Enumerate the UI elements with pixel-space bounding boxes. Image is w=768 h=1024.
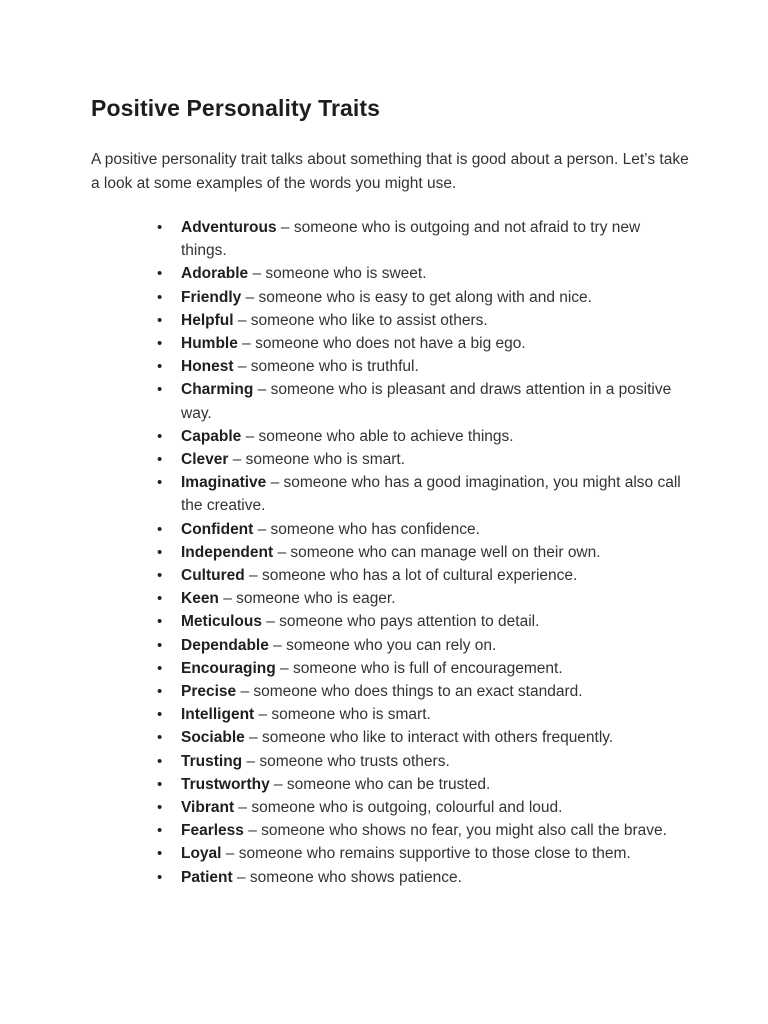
bullet-icon: •: [157, 613, 163, 631]
bullet-icon: •: [157, 311, 163, 329]
trait-description: – someone who is easy to get along with and nice.: [241, 288, 592, 306]
trait-list-item: [157, 634, 681, 657]
trait-term: Humble: [181, 335, 238, 353]
bullet-icon: •: [157, 636, 163, 654]
bullet-icon: •: [157, 567, 163, 585]
trait-term: Precise: [181, 683, 237, 701]
trait-term: Capable: [181, 427, 242, 445]
trait-list-item: [157, 750, 681, 773]
trait-list-item: [157, 448, 681, 471]
trait-list-item: [157, 842, 681, 865]
bullet-icon: •: [157, 335, 163, 353]
trait-description: – someone who able to achieve things.: [241, 427, 514, 445]
trait-term: Friendly: [181, 288, 242, 306]
bullet-icon: •: [157, 219, 163, 236]
trait-list-item: [157, 610, 681, 633]
bullet-icon: •: [157, 590, 163, 608]
trait-description: – someone who has a good imagination, you might also call the creative.: [181, 474, 681, 515]
bullet-icon: •: [157, 822, 163, 840]
trait-list-item: [157, 471, 681, 517]
trait-description: – someone who does things to an exact standard.: [236, 683, 583, 701]
trait-term: Helpful: [181, 311, 234, 329]
bullet-icon: •: [157, 752, 163, 770]
page-title: Positive Personality Traits: [91, 95, 381, 121]
trait-description: – someone who remains supportive to those close to them.: [221, 845, 631, 863]
trait-term: Vibrant: [181, 799, 235, 817]
trait-description: – someone who has confidence.: [253, 520, 480, 538]
trait-term: Sociable: [181, 729, 245, 747]
trait-term: Keen: [181, 590, 219, 608]
trait-list-item: [157, 518, 681, 541]
bullet-icon: •: [157, 868, 163, 886]
trait-list-item: [157, 286, 681, 309]
trait-list-item: [157, 309, 681, 332]
trait-term: Patient: [181, 868, 233, 886]
trait-description: – someone who like to interact with others frequently.: [244, 729, 614, 747]
bullet-icon: •: [157, 451, 163, 469]
trait-list-item: [157, 819, 681, 842]
bullet-icon: •: [157, 474, 163, 492]
trait-description: – someone who shows patience.: [232, 868, 462, 886]
trait-list-item: [157, 680, 681, 703]
trait-list-item: [157, 541, 681, 564]
trait-description: – someone who is truthful.: [233, 358, 419, 376]
trait-list-item: [157, 796, 681, 819]
bullet-icon: •: [157, 381, 163, 399]
trait-description: – someone who can be trusted.: [269, 775, 491, 793]
bullet-icon: •: [157, 706, 163, 724]
trait-list-item: [157, 773, 681, 796]
trait-description: – someone who trusts others.: [242, 752, 450, 770]
trait-list-item: [157, 703, 681, 726]
bullet-icon: •: [157, 683, 163, 701]
trait-list-item: [157, 564, 681, 587]
trait-term: Dependable: [181, 636, 269, 654]
bullet-icon: •: [157, 358, 163, 376]
trait-list-item: [157, 378, 681, 424]
trait-description: – someone who like to assist others.: [233, 311, 488, 329]
trait-list-item: [157, 332, 681, 355]
trait-description: – someone who is smart.: [228, 451, 406, 469]
bullet-icon: •: [157, 799, 163, 817]
traits-list: [157, 216, 681, 889]
trait-term: Confident: [181, 520, 254, 538]
trait-term: Loyal: [181, 845, 222, 863]
trait-description: – someone who is outgoing, colourful and loud.: [234, 799, 563, 817]
trait-list-item: [157, 425, 681, 448]
trait-description: – someone who is eager.: [218, 590, 396, 608]
trait-list-item: [157, 657, 681, 680]
trait-term: Trustworthy: [181, 775, 270, 793]
trait-description: – someone who can manage well on their own.: [273, 543, 601, 561]
trait-term: Trusting: [181, 752, 243, 770]
trait-list-item: [157, 355, 681, 378]
trait-term: Encouraging: [181, 659, 276, 677]
trait-description: – someone who is smart.: [254, 706, 431, 724]
trait-list-item: [157, 866, 681, 889]
trait-description: – someone who is sweet.: [248, 265, 427, 283]
bullet-icon: •: [157, 775, 163, 793]
trait-term: Adorable: [181, 265, 249, 283]
trait-term: Honest: [181, 358, 234, 376]
trait-list-item: [157, 587, 681, 610]
trait-term: Charming: [181, 381, 254, 399]
trait-term: Meticulous: [181, 613, 262, 631]
bullet-icon: •: [157, 543, 163, 561]
bullet-icon: •: [157, 427, 163, 445]
trait-description: – someone who pays attention to detail.: [261, 613, 540, 631]
trait-list-item: [157, 726, 681, 749]
trait-term: Adventurous: [181, 219, 277, 236]
trait-term: Fearless: [181, 822, 244, 840]
trait-description: – someone who is pleasant and draws attention in a positive way.: [181, 381, 672, 422]
bullet-icon: •: [157, 659, 163, 677]
trait-description: – someone who you can rely on.: [268, 636, 497, 654]
bullet-icon: •: [157, 845, 163, 863]
trait-term: Imaginative: [181, 474, 267, 492]
trait-term: Intelligent: [181, 706, 255, 724]
bullet-icon: •: [157, 288, 163, 306]
trait-list-item: [157, 216, 681, 262]
trait-description: – someone who shows no fear, you might also call the brave.: [243, 822, 667, 840]
trait-description: – someone who is outgoing and not afraid to try new things.: [181, 219, 641, 260]
trait-description: – someone who has a lot of cultural experience.: [244, 567, 578, 585]
trait-list-item: [157, 262, 681, 285]
intro-paragraph: A positive personality trait talks about something that is good about a person. Let’s take a look at some examples of the words you might use.: [91, 151, 689, 192]
trait-term: Independent: [181, 543, 274, 561]
trait-term: Cultured: [181, 567, 245, 585]
trait-description: – someone who is full of encouragement.: [275, 659, 563, 677]
bullet-icon: •: [157, 729, 163, 747]
trait-description: – someone who does not have a big ego.: [237, 335, 526, 353]
bullet-icon: •: [157, 265, 163, 283]
trait-term: Clever: [181, 451, 229, 469]
bullet-icon: •: [157, 520, 163, 538]
